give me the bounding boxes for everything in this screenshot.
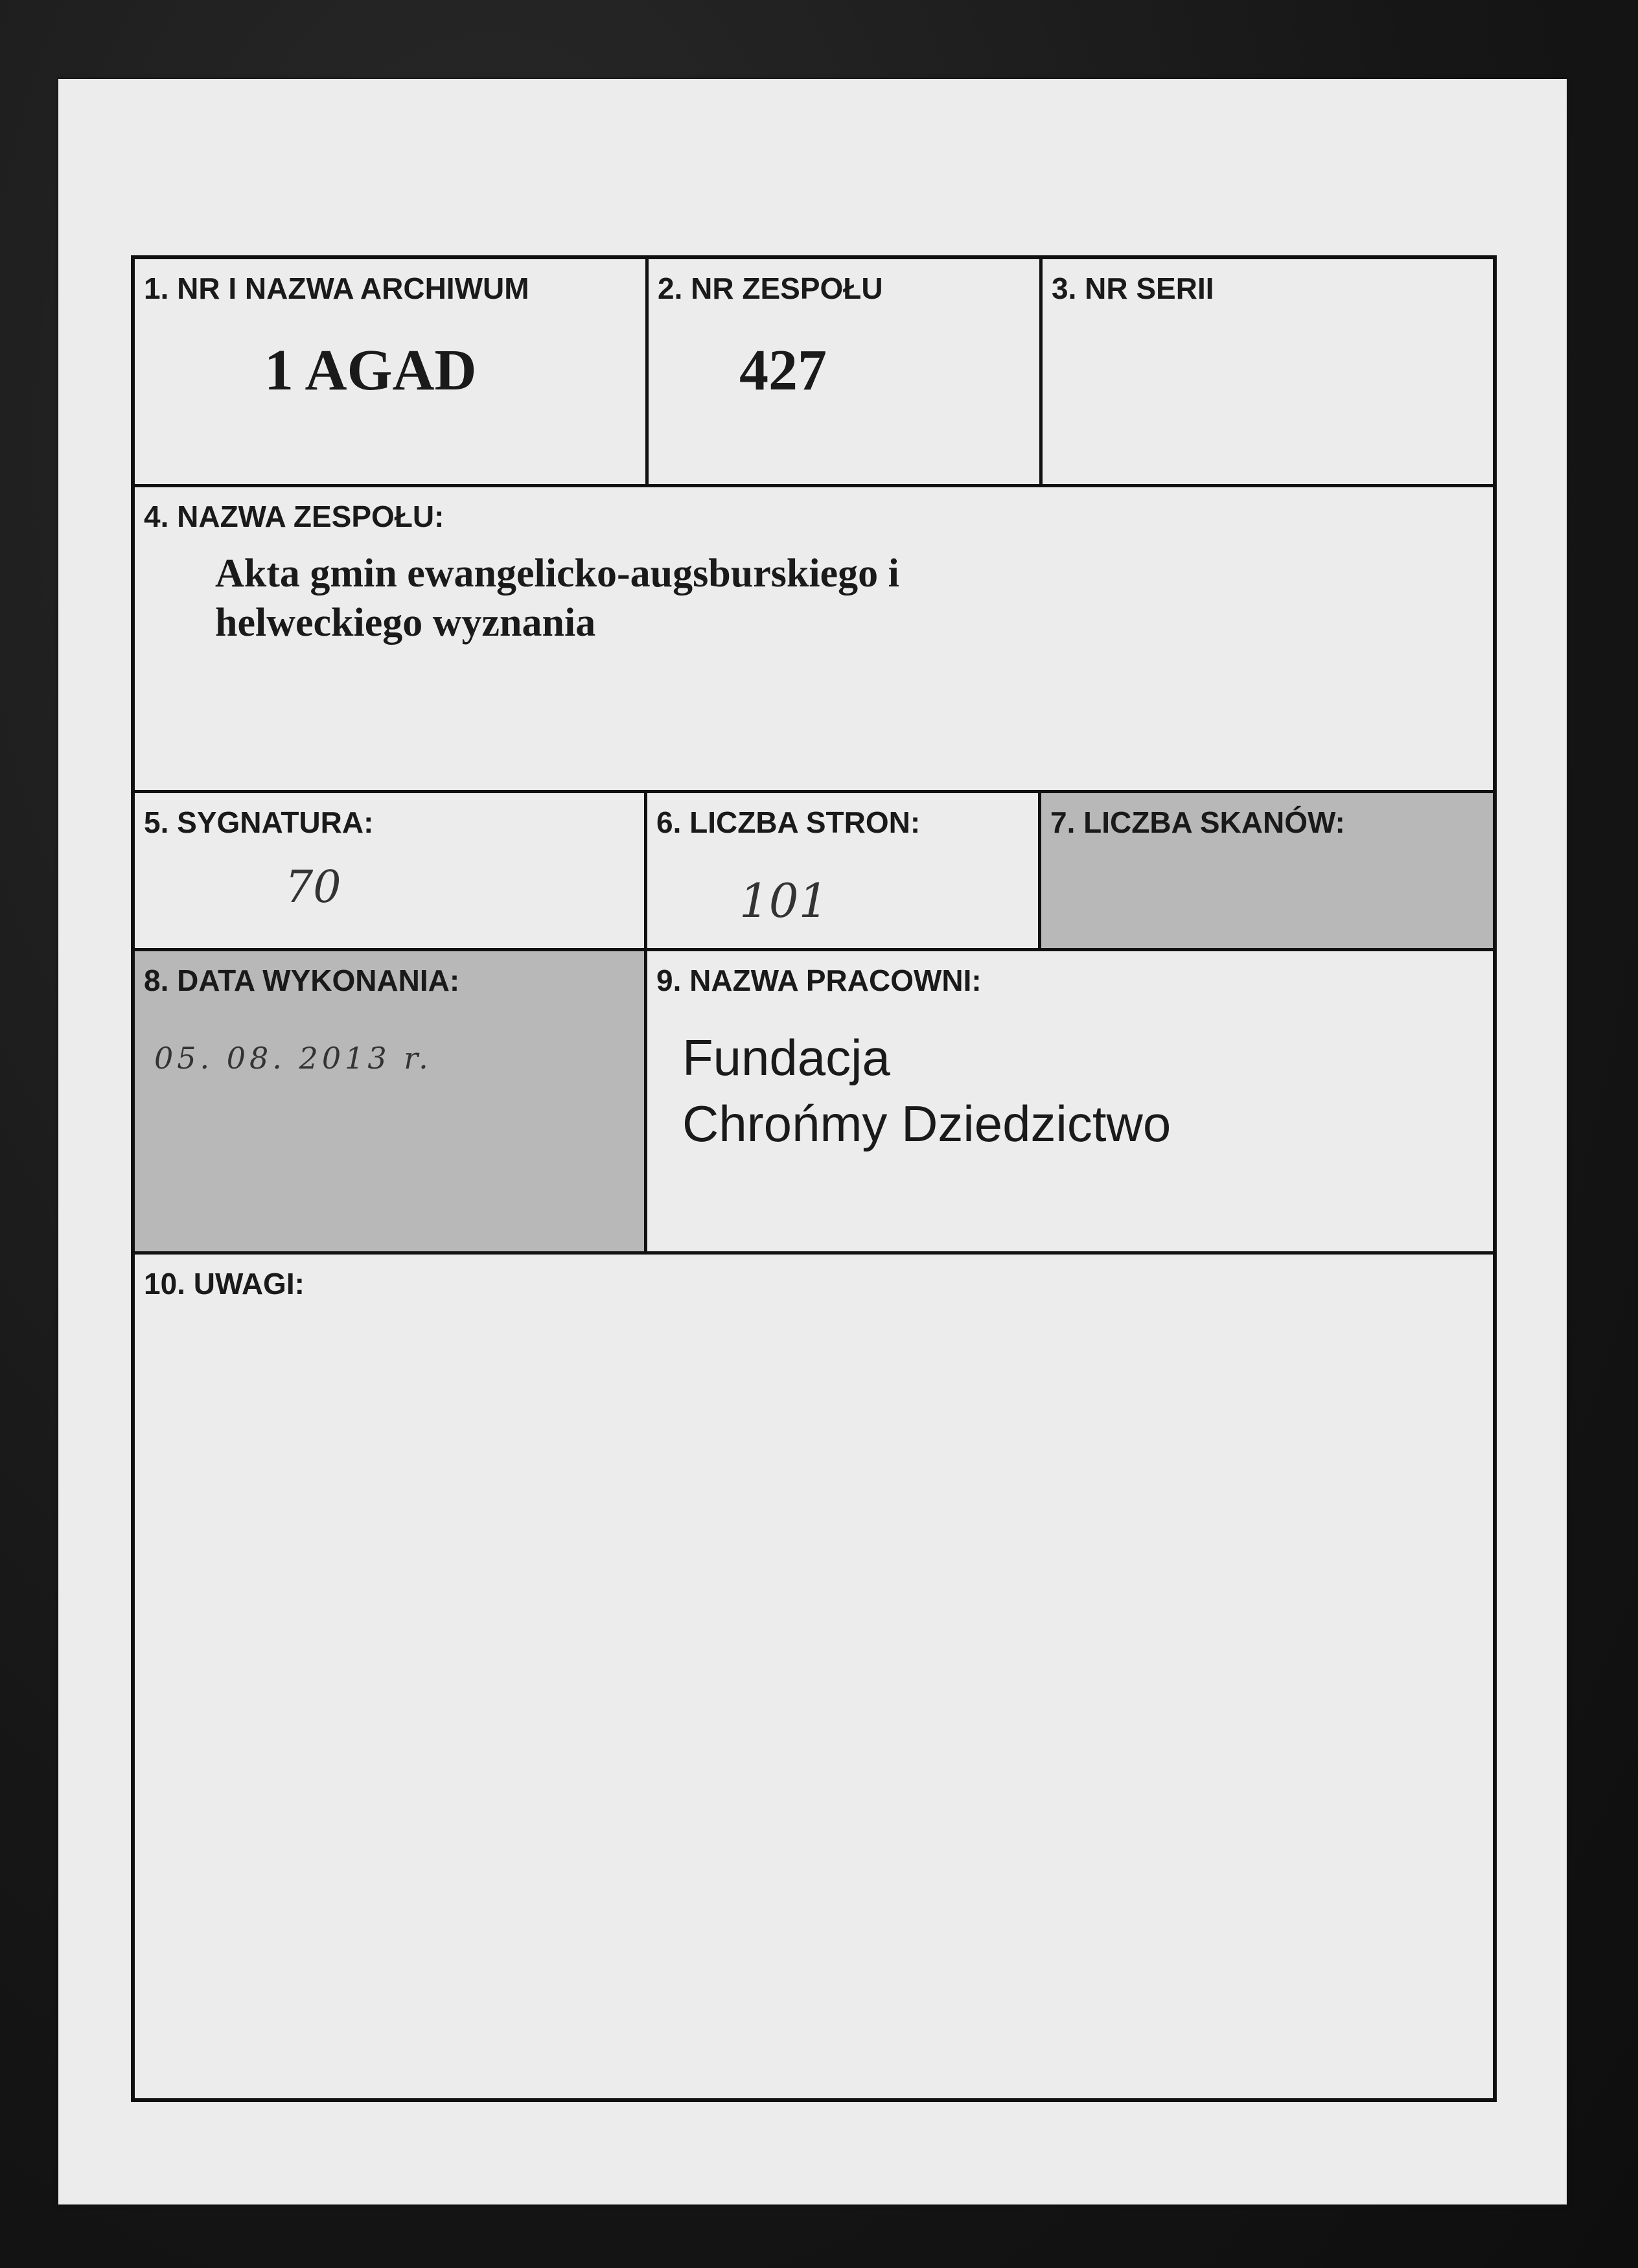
field-signature-label: 5. SYGNATURA:	[144, 805, 374, 839]
metadata-form-table	[131, 255, 1497, 2102]
field-workshop-name-label: 9. NAZWA PRACOWNI:	[656, 964, 982, 997]
field-series-number	[1043, 259, 1493, 487]
field-fonds-name	[135, 487, 1493, 793]
field-page-count-value: 101	[739, 874, 829, 928]
field-signature-value: 70	[285, 862, 341, 913]
field-fonds-number-value: 427	[739, 338, 827, 402]
field-execution-date-label: 8. DATA WYKONANIA:	[144, 964, 460, 997]
field-fonds-name-label: 4. NAZWA ZESPOŁU:	[144, 500, 444, 533]
field-archive-name-value: 1 AGAD	[264, 338, 477, 402]
field-page-count-label: 6. LICZBA STRON:	[656, 805, 921, 839]
field-signature	[135, 793, 647, 951]
field-remarks-label: 10. UWAGI:	[144, 1267, 305, 1301]
field-workshop-name	[647, 951, 1493, 1255]
field-archive-name	[135, 259, 649, 487]
field-archive-name-label: 1. NR I NAZWA ARCHIWUM	[144, 272, 529, 305]
field-fonds-name-value-line2: helweckiego wyznania	[215, 601, 596, 645]
field-execution-date	[135, 951, 647, 1255]
field-execution-date-value: 05. 08. 2013 r.	[154, 1041, 432, 1076]
field-fonds-number	[649, 259, 1043, 487]
field-page-count	[647, 793, 1041, 951]
field-workshop-name-value-line2: Chrońmy Dziedzictwo	[682, 1095, 1171, 1152]
field-remarks	[135, 1255, 1493, 2098]
field-series-number-label: 3. NR SERII	[1052, 272, 1214, 305]
field-scan-count-label: 7. LICZBA SKANÓW:	[1050, 805, 1345, 839]
field-fonds-number-label: 2. NR ZESPOŁU	[658, 272, 883, 305]
field-scan-count	[1041, 793, 1493, 951]
field-fonds-name-value-line1: Akta gmin ewangelicko-augsburskiego i	[215, 551, 899, 596]
archive-card-sheet	[58, 79, 1567, 2204]
field-workshop-name-value-line1: Fundacja	[682, 1029, 890, 1086]
